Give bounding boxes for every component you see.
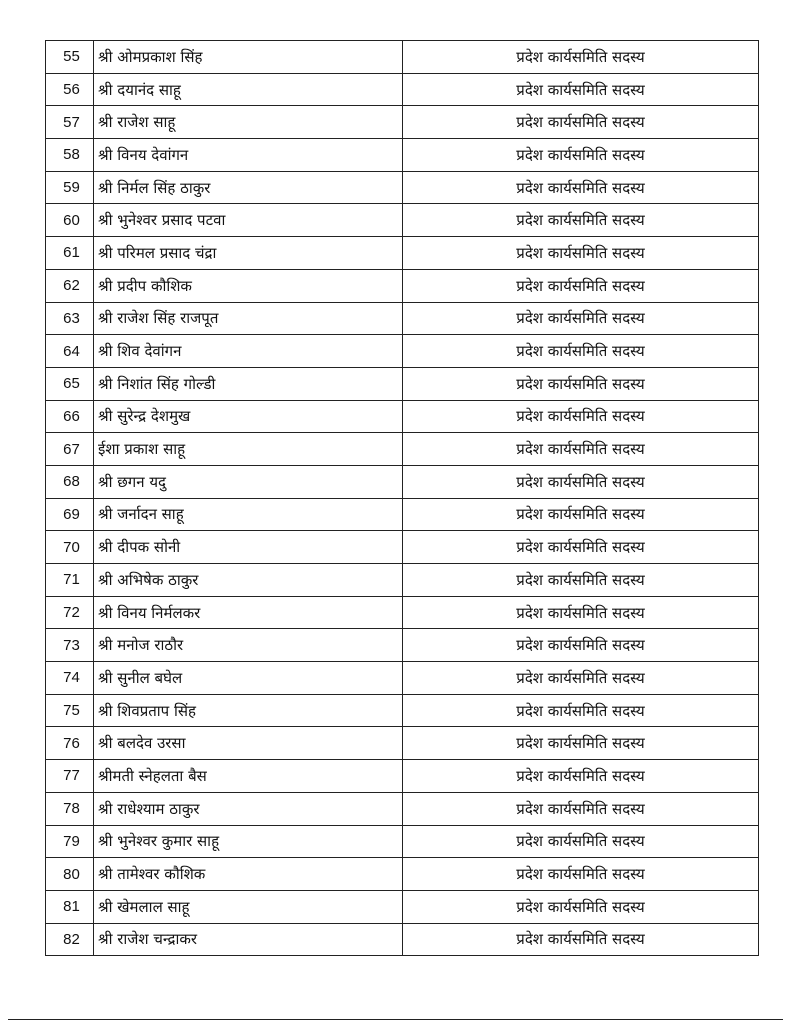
member-name: श्री राजेश चन्द्राकर <box>94 923 403 956</box>
member-name: श्री खेमलाल साहू <box>94 890 403 923</box>
member-designation: प्रदेश कार्यसमिति सदस्य <box>403 596 759 629</box>
table-row <box>46 792 759 825</box>
table-row <box>46 139 759 172</box>
member-designation: प्रदेश कार्यसमिति सदस्य <box>403 73 759 106</box>
table-row <box>46 204 759 237</box>
table-row <box>46 629 759 662</box>
member-designation: प्रदेश कार्यसमिति सदस्य <box>403 302 759 335</box>
member-designation: प्रदेश कार्यसमिति सदस्य <box>403 498 759 531</box>
member-designation: प्रदेश कार्यसमिति सदस्य <box>403 400 759 433</box>
serial-number: 62 <box>46 269 94 302</box>
serial-number: 70 <box>46 531 94 564</box>
member-name: श्री निशांत सिंह गोल्डी <box>94 367 403 400</box>
table-row <box>46 171 759 204</box>
serial-number: 57 <box>46 106 94 139</box>
member-designation: प्रदेश कार्यसमिति सदस्य <box>403 139 759 172</box>
serial-number: 80 <box>46 858 94 891</box>
member-name: श्री विनय निर्मलकर <box>94 596 403 629</box>
member-designation: प्रदेश कार्यसमिति सदस्य <box>403 727 759 760</box>
serial-number: 68 <box>46 465 94 498</box>
table-row <box>46 596 759 629</box>
member-designation: प्रदेश कार्यसमिति सदस्य <box>403 890 759 923</box>
table-row <box>46 564 759 597</box>
serial-number: 63 <box>46 302 94 335</box>
serial-number: 64 <box>46 335 94 368</box>
table-row <box>46 237 759 270</box>
serial-number: 61 <box>46 237 94 270</box>
table-row <box>46 858 759 891</box>
serial-number: 67 <box>46 433 94 466</box>
member-name: श्री भुनेश्वर प्रसाद पटवा <box>94 204 403 237</box>
member-name: श्री सुनील बघेल <box>94 662 403 695</box>
serial-number: 75 <box>46 694 94 727</box>
serial-number: 65 <box>46 367 94 400</box>
member-designation: प्रदेश कार्यसमिति सदस्य <box>403 825 759 858</box>
table-row <box>46 433 759 466</box>
serial-number: 73 <box>46 629 94 662</box>
member-designation: प्रदेश कार्यसमिति सदस्य <box>403 662 759 695</box>
serial-number: 60 <box>46 204 94 237</box>
member-name: श्री राजेश सिंह राजपूत <box>94 302 403 335</box>
serial-number: 77 <box>46 760 94 793</box>
table-row <box>46 41 759 74</box>
member-name: श्री जर्नादन साहू <box>94 498 403 531</box>
serial-number: 82 <box>46 923 94 956</box>
member-designation: प्रदेश कार्यसमिति सदस्य <box>403 367 759 400</box>
member-designation: प्रदेश कार्यसमिति सदस्य <box>403 433 759 466</box>
table-row <box>46 498 759 531</box>
member-name: श्री परिमल प्रसाद चंद्रा <box>94 237 403 270</box>
member-name: श्री राजेश साहू <box>94 106 403 139</box>
table-row <box>46 400 759 433</box>
serial-number: 71 <box>46 564 94 597</box>
member-designation: प्रदेश कार्यसमिति सदस्य <box>403 792 759 825</box>
table-row <box>46 73 759 106</box>
member-name: श्री तामेश्वर कौशिक <box>94 858 403 891</box>
serial-number: 69 <box>46 498 94 531</box>
member-name: श्री दयानंद साहू <box>94 73 403 106</box>
member-designation: प्रदेश कार्यसमिति सदस्य <box>403 465 759 498</box>
table-row <box>46 662 759 695</box>
member-name: श्री मनोज राठौर <box>94 629 403 662</box>
serial-number: 81 <box>46 890 94 923</box>
member-name: श्री शिवप्रताप सिंह <box>94 694 403 727</box>
member-name: श्री शिव देवांगन <box>94 335 403 368</box>
member-name: श्री भुनेश्वर कुमार साहू <box>94 825 403 858</box>
member-designation: प्रदेश कार्यसमिति सदस्य <box>403 694 759 727</box>
member-name: श्री राधेश्याम ठाकुर <box>94 792 403 825</box>
table-row <box>46 269 759 302</box>
table-row <box>46 923 759 956</box>
table-row <box>46 531 759 564</box>
member-name: श्री अभिषेक ठाकुर <box>94 564 403 597</box>
member-designation: प्रदेश कार्यसमिति सदस्य <box>403 106 759 139</box>
table-row <box>46 760 759 793</box>
table-row <box>46 727 759 760</box>
member-name: श्री निर्मल सिंह ठाकुर <box>94 171 403 204</box>
member-list-table <box>45 40 759 956</box>
member-name: ईशा प्रकाश साहू <box>94 433 403 466</box>
table-row <box>46 694 759 727</box>
serial-number: 78 <box>46 792 94 825</box>
table-row <box>46 106 759 139</box>
member-designation: प्रदेश कार्यसमिति सदस्य <box>403 171 759 204</box>
member-name: श्री बलदेव उरसा <box>94 727 403 760</box>
member-name: श्रीमती स्नेहलता बैस <box>94 760 403 793</box>
table-row <box>46 367 759 400</box>
serial-number: 76 <box>46 727 94 760</box>
serial-number: 66 <box>46 400 94 433</box>
member-name: श्री छगन यदु <box>94 465 403 498</box>
serial-number: 59 <box>46 171 94 204</box>
member-designation: प्रदेश कार्यसमिति सदस्य <box>403 564 759 597</box>
member-name: श्री दीपक सोनी <box>94 531 403 564</box>
member-designation: प्रदेश कार्यसमिति सदस्य <box>403 531 759 564</box>
member-name: श्री सुरेन्द्र देशमुख <box>94 400 403 433</box>
table-row <box>46 890 759 923</box>
member-list-body <box>46 41 759 956</box>
table-row <box>46 465 759 498</box>
member-designation: प्रदेश कार्यसमिति सदस्य <box>403 335 759 368</box>
serial-number: 58 <box>46 139 94 172</box>
table-row <box>46 825 759 858</box>
member-designation: प्रदेश कार्यसमिति सदस्य <box>403 923 759 956</box>
member-designation: प्रदेश कार्यसमिति सदस्य <box>403 237 759 270</box>
member-designation: प्रदेश कार्यसमिति सदस्य <box>403 269 759 302</box>
member-designation: प्रदेश कार्यसमिति सदस्य <box>403 41 759 74</box>
table-row <box>46 335 759 368</box>
member-name: श्री प्रदीप कौशिक <box>94 269 403 302</box>
serial-number: 55 <box>46 41 94 74</box>
member-designation: प्रदेश कार्यसमिति सदस्य <box>403 629 759 662</box>
serial-number: 79 <box>46 825 94 858</box>
member-designation: प्रदेश कार्यसमिति सदस्य <box>403 858 759 891</box>
serial-number: 56 <box>46 73 94 106</box>
serial-number: 72 <box>46 596 94 629</box>
member-designation: प्रदेश कार्यसमिति सदस्य <box>403 760 759 793</box>
member-designation: प्रदेश कार्यसमिति सदस्य <box>403 204 759 237</box>
table-row <box>46 302 759 335</box>
serial-number: 74 <box>46 662 94 695</box>
footer-divider <box>8 1019 783 1020</box>
member-name: श्री विनय देवांगन <box>94 139 403 172</box>
member-name: श्री ओमप्रकाश सिंह <box>94 41 403 74</box>
